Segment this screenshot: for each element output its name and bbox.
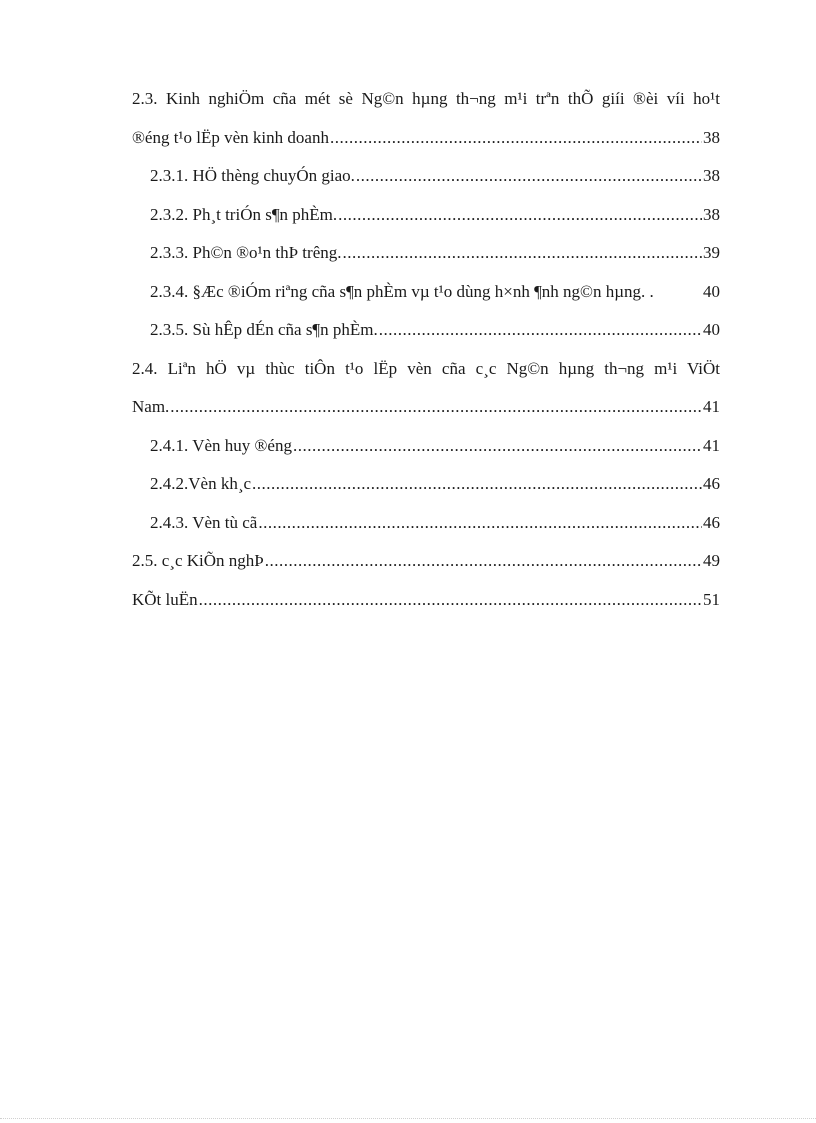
toc-page-number: 46	[703, 512, 720, 532]
toc-entry-title: 2.3.3. Ph©n ®o¹n thÞ trêng.	[150, 243, 342, 262]
toc-page-number: 49	[703, 551, 720, 570]
toc-entry-2-4-line1: 2.4. Liªn hÖ vµ thùc tiÔn t¹o lËp vèn cña c¸c Ng©n hµng th¬ng m¹i ViÖt	[132, 358, 720, 378]
toc-entry-2-4[interactable]	[132, 388, 720, 427]
toc-entry-title: 2.4.1. Vèn huy ®éng	[150, 435, 292, 455]
dot-leader	[338, 196, 702, 235]
toc-page-number: 46	[703, 474, 720, 493]
dot-leader	[258, 504, 702, 543]
toc-entry-2-3-2[interactable]	[132, 196, 720, 235]
toc-entry-title: 2.3.1. HÖ thèng chuyÓn giao.	[150, 166, 355, 185]
dot-leader	[252, 465, 702, 504]
toc-entry-2-4-1[interactable]	[132, 427, 720, 466]
toc-page-number: 51	[703, 589, 720, 609]
toc-entry-conclusion[interactable]	[132, 581, 720, 620]
toc-page-number: 40	[703, 281, 720, 301]
toc-page-number: 38	[703, 204, 720, 224]
toc-entry-2-3-4[interactable]	[132, 273, 720, 312]
toc-page-number: 39	[703, 243, 720, 262]
dot-leader	[379, 311, 702, 350]
dot-leader	[330, 119, 702, 158]
page-bottom-border	[0, 1118, 816, 1119]
table-of-contents	[132, 80, 720, 619]
dot-leader	[293, 427, 702, 466]
toc-entry-2-3-5[interactable]	[132, 311, 720, 350]
toc-entry-2-3-line1: 2.3. Kinh nghiÖm cña mét sè Ng©n hµng th¬ng m¹i trªn thÕ giíi ®èi víi ho¹t	[132, 89, 720, 108]
toc-entry-title: KÕt luËn	[132, 589, 198, 609]
toc-entry-2-4-3[interactable]	[132, 504, 720, 543]
toc-entry-title: 2.3.5. Sù hÊp dÉn cña s¶n phÈm.	[150, 320, 378, 339]
toc-entry-title: 2.3.2. Ph¸t triÓn s¶n phÈm.	[150, 204, 338, 224]
toc-entry-title: 2.4.3. Vèn tù cã	[150, 512, 258, 532]
dot-leader	[343, 234, 703, 273]
toc-entry-title: Nam.	[132, 397, 170, 416]
toc-entry-2-3[interactable]	[132, 119, 720, 158]
dot-leader	[356, 157, 702, 196]
dot-leader	[265, 542, 702, 581]
toc-entry-2-4-2[interactable]	[132, 465, 720, 504]
toc-entry-title: 2.4.2.Vèn kh¸c	[150, 474, 252, 493]
toc-page-number: 41	[703, 397, 720, 416]
toc-entry-title: 2.3.4. §Æc ®iÓm riªng cña s¶n phÈm vµ t¹o dùng h×nh ¶nh ng©n hµng. .	[150, 281, 654, 301]
toc-page-number: 41	[703, 435, 720, 455]
toc-entry-2-5[interactable]	[132, 542, 720, 581]
toc-page-number: 38	[703, 127, 720, 147]
toc-entry-2-3-1[interactable]	[132, 157, 720, 196]
dot-leader	[199, 581, 702, 620]
toc-entry-2-3-3[interactable]	[132, 234, 720, 273]
dot-leader	[170, 388, 702, 427]
toc-entry-title: 2.5. c¸c KiÕn nghÞ	[132, 551, 264, 570]
toc-page-number: 38	[703, 166, 720, 185]
toc-page-number: 40	[703, 320, 720, 339]
toc-entry-title: ®éng t¹o lËp vèn kinh doanh	[132, 127, 329, 147]
